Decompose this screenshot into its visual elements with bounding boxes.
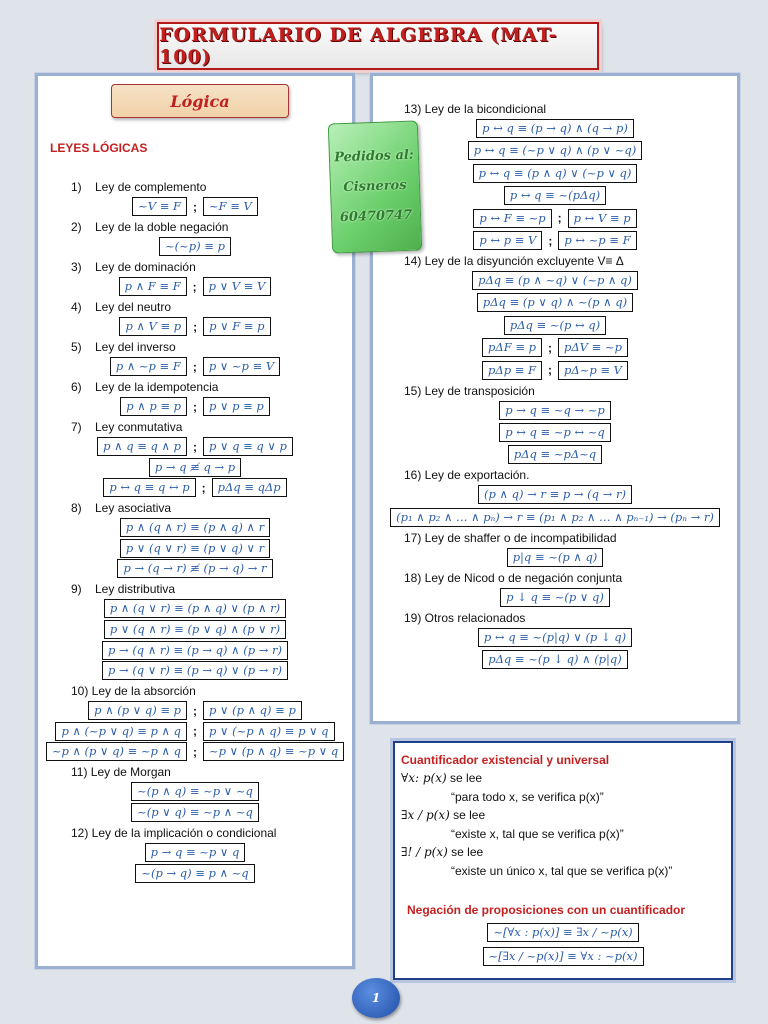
formula-row bbox=[38, 864, 352, 883]
formula-row bbox=[373, 164, 737, 183]
formula-box: p ↔ ~p ≡ F bbox=[558, 231, 636, 250]
formula-box: p ↔ q ≡ (p → q) ∧ (q → p) bbox=[476, 119, 634, 138]
law-label: 7) Ley conmutativa bbox=[71, 420, 183, 434]
quantifier-line bbox=[451, 827, 624, 841]
formula-box: p → (q ∨ r) ≡ (p → q) ∨ (p → r) bbox=[102, 661, 288, 680]
quantifier-panel bbox=[393, 741, 733, 980]
formula-box: pΔ~p ≡ V bbox=[558, 361, 628, 380]
separator: ; bbox=[193, 744, 197, 759]
separator: ; bbox=[193, 724, 197, 739]
formula-box: p ↔ q ≡ ~p ↔ ~q bbox=[499, 423, 611, 442]
quantifier-line bbox=[451, 864, 672, 878]
law-label: 13) Ley de la bicondicional bbox=[404, 102, 547, 116]
section-badge-label: Lógica bbox=[170, 91, 230, 111]
section-badge bbox=[111, 84, 289, 118]
stamp-line: Cisneros bbox=[343, 177, 407, 196]
formula-box: p ∨ (p ∧ q) ≡ p bbox=[203, 701, 302, 720]
negation-heading: Negación de proposiciones con un cuantificador bbox=[407, 903, 686, 917]
formula-row bbox=[373, 650, 737, 669]
quantifier-text: se lee bbox=[449, 808, 486, 823]
law-label: 4) Ley del neutro bbox=[71, 300, 172, 314]
formula-box: p ∧ q ≡ q ∧ p bbox=[97, 437, 187, 456]
formula-row bbox=[373, 485, 737, 504]
formula-box: ~p ∧ (p ∨ q) ≡ ~p ∧ q bbox=[46, 742, 187, 761]
formula-row bbox=[373, 588, 737, 607]
formula-row bbox=[38, 599, 352, 618]
formula-box: ~[∃x / ~p(x)] ≡ ∀x : ~p(x) bbox=[483, 947, 644, 966]
quantifier-text: se lee bbox=[447, 845, 484, 860]
formula-row bbox=[38, 437, 352, 456]
formula-box: p ∧ (~p ∨ q) ≡ p ∧ q bbox=[55, 722, 187, 741]
formula-box: p → q ≡ ~q → ~p bbox=[499, 401, 611, 420]
formula-row bbox=[38, 539, 352, 558]
formula-box: p ∧ (p ∨ q) ≡ p bbox=[88, 701, 187, 720]
left-panel bbox=[35, 73, 355, 969]
formula-row bbox=[38, 237, 352, 256]
formula-box: pΔq ≡ (p ∧ ~q) ∨ (~p ∧ q) bbox=[472, 271, 638, 290]
formula-row bbox=[38, 782, 352, 801]
formula-box: p ↔ V ≡ p bbox=[568, 209, 637, 228]
formula-box: pΔq ≡ (p ∨ q) ∧ ~(p ∧ q) bbox=[477, 293, 633, 312]
formula-row bbox=[38, 620, 352, 639]
formula-box: p ∨ V ≡ V bbox=[203, 277, 272, 296]
law-label: 8) Ley asociativa bbox=[71, 501, 172, 516]
quantifier-line bbox=[401, 808, 485, 822]
formula-row bbox=[38, 357, 352, 376]
formula-box: p ∧ F ≡ F bbox=[119, 277, 187, 296]
formula-box: pΔq ≡ qΔp bbox=[212, 478, 287, 497]
formula-box: p ∨ (~p ∧ q) ≡ p ∨ q bbox=[203, 722, 335, 741]
formula-row bbox=[38, 661, 352, 680]
formula-row bbox=[38, 317, 352, 336]
formula-row bbox=[395, 947, 731, 966]
formula-box: p ∨ (q ∨ r) ≡ (p ∨ q) ∨ r bbox=[120, 539, 270, 558]
formula-row bbox=[38, 722, 352, 741]
law-label: 15) Ley de transposición bbox=[404, 383, 535, 398]
law-label: 9) Ley distributiva bbox=[71, 582, 176, 597]
law-label: 10) Ley de la absorción bbox=[71, 684, 196, 699]
formula-box: p → (q → r) ≢ (p → q) → r bbox=[117, 559, 272, 578]
separator: ; bbox=[192, 359, 197, 374]
formula-row bbox=[38, 397, 352, 416]
formula-box: pΔV ≡ ~p bbox=[558, 338, 628, 357]
formula-box: ~(p → q) ≡ p ∧ ~q bbox=[135, 864, 254, 883]
formula-box: ~(p ∨ q) ≡ ~p ∧ ~q bbox=[131, 803, 259, 822]
separator: ; bbox=[548, 340, 553, 355]
formula-row bbox=[373, 316, 737, 335]
formula-box: (p₁ ∧ p₂ ∧ … ∧ pₙ) → r ≡ (p₁ ∧ p₂ ∧ … ∧ pₙ₋₁) → (pₙ → r) bbox=[390, 508, 720, 527]
quantifier-line bbox=[401, 845, 483, 859]
quantifier-text: se lee bbox=[446, 771, 483, 785]
quantifier-symbol: ∃! / p(x) bbox=[401, 845, 448, 860]
formula-row bbox=[373, 628, 737, 647]
formula-box: ~F ≡ V bbox=[203, 197, 258, 216]
quantifier-symbol: ∃x / p(x) bbox=[401, 808, 450, 823]
law-label: 17) Ley de shaffer o de incompatibilidad bbox=[404, 530, 617, 545]
formula-box: p ↔ q ≡ ~(pΔq) bbox=[504, 186, 606, 205]
formula-box: ~(~p) ≡ p bbox=[159, 237, 231, 256]
formula-row bbox=[38, 843, 352, 862]
quantifier-symbol: ∀x: p(x) bbox=[401, 771, 447, 785]
formula-row bbox=[395, 923, 731, 942]
formula-row bbox=[38, 641, 352, 660]
formula-row bbox=[373, 445, 737, 464]
formula-row bbox=[373, 423, 737, 442]
law-label: 18) Ley de Nicod o de negación conjunta bbox=[404, 570, 623, 585]
formula-box: p ↔ q ≡ ~(p|q) ∨ (p ↓ q) bbox=[478, 628, 632, 647]
separator: ; bbox=[548, 363, 553, 378]
quantifier-heading: Cuantificador existencial y universal bbox=[401, 753, 610, 767]
formula-row bbox=[38, 277, 352, 296]
formula-row bbox=[38, 803, 352, 822]
formula-box: p → q ≢ q → p bbox=[149, 458, 241, 477]
separator: ; bbox=[193, 439, 197, 454]
formula-row bbox=[38, 478, 352, 497]
formula-box: pΔq ≡ ~pΔ~q bbox=[508, 445, 602, 464]
formula-box: pΔq ≡ ~(p ↔ q) bbox=[504, 316, 606, 335]
formula-box: p → (q ∧ r) ≡ (p → q) ∧ (p → r) bbox=[102, 641, 288, 660]
formula-box: p ↔ q ≡ (~p ∨ q) ∧ (p ∨ ~q) bbox=[468, 141, 642, 160]
formula-row bbox=[373, 119, 737, 138]
formula-box: pΔp ≡ F bbox=[482, 361, 542, 380]
formula-box: p ↓ q ≡ ~(p ∨ q) bbox=[500, 588, 610, 607]
page-title: FORMULARIO DE ALGEBRA (MAT-100) bbox=[159, 24, 558, 68]
law-label: 14) Ley de la disyunción excluyente V≡ Δ bbox=[404, 254, 624, 268]
formula-row bbox=[373, 141, 737, 160]
quantifier-text: “existe un único x, tal que se verifica p(x)” bbox=[451, 864, 673, 878]
formula-box: ~p ∨ (p ∧ q) ≡ ~p ∨ q bbox=[203, 742, 344, 761]
formula-box: ~V ≡ F bbox=[132, 197, 187, 216]
formula-box: p ∨ F ≡ p bbox=[203, 317, 270, 336]
formula-box: p ∨ p ≡ p bbox=[203, 397, 270, 416]
formula-row bbox=[373, 401, 737, 420]
formula-row bbox=[38, 701, 352, 720]
separator: ; bbox=[201, 480, 206, 495]
formula-row bbox=[38, 197, 352, 216]
law-label: 5) Ley del inverso bbox=[71, 340, 176, 354]
formula-box: p → q ≡ ~p ∨ q bbox=[145, 843, 246, 862]
formula-row bbox=[373, 271, 737, 290]
law-label: 6) Ley de la idempotencia bbox=[71, 380, 219, 394]
page-number-badge bbox=[352, 978, 400, 1018]
formula-box: p ↔ p ≡ V bbox=[473, 231, 542, 250]
formula-row bbox=[373, 338, 737, 357]
formula-box: p ∨ q ≡ q ∨ p bbox=[203, 437, 293, 456]
formula-row bbox=[373, 293, 737, 312]
formula-row bbox=[38, 559, 352, 578]
separator: ; bbox=[548, 233, 553, 248]
formula-box: p ∧ (q ∨ r) ≡ (p ∧ q) ∨ (p ∧ r) bbox=[104, 599, 286, 618]
formula-row bbox=[373, 548, 737, 567]
quantifier-text: “existe x, tal que se verifica p(x)” bbox=[451, 826, 624, 841]
formula-box: p ∧ ~p ≡ F bbox=[110, 357, 187, 376]
formula-box: (p ∧ q) → r ≡ p → (q → r) bbox=[478, 485, 632, 504]
formula-box: p ↔ F ≡ ~p bbox=[473, 209, 551, 228]
page-number: 1 bbox=[371, 991, 381, 1005]
formula-row bbox=[373, 361, 737, 380]
formula-box: p ∧ V ≡ p bbox=[119, 317, 187, 336]
separator: ; bbox=[193, 703, 197, 718]
separator: ; bbox=[193, 319, 198, 334]
law-label: 19) Otros relacionados bbox=[404, 610, 526, 625]
formula-row bbox=[373, 186, 737, 205]
law-label: 1) Ley de complemento bbox=[71, 180, 207, 194]
formula-row bbox=[38, 458, 352, 477]
law-label: 11) Ley de Morgan bbox=[71, 765, 171, 780]
formula-row bbox=[38, 518, 352, 537]
formula-box: p ↔ q ≡ (p ∧ q) ∨ (~p ∨ q) bbox=[473, 164, 638, 183]
separator: ; bbox=[557, 211, 562, 226]
formula-row bbox=[373, 508, 737, 527]
formula-row bbox=[373, 209, 737, 228]
formula-box: p ∨ (q ∧ r) ≡ (p ∨ q) ∧ (p ∨ r) bbox=[104, 620, 286, 639]
formula-box: pΔF ≡ p bbox=[482, 338, 542, 357]
quantifier-line bbox=[451, 790, 604, 804]
formula-box: p ∧ (q ∧ r) ≡ (p ∧ q) ∧ r bbox=[120, 518, 270, 537]
right-panel bbox=[370, 73, 740, 724]
formula-box: pΔq ≡ ~(p ↓ q) ∧ (p|q) bbox=[482, 650, 628, 669]
law-label: 12) Ley de la implicación o condicional bbox=[71, 826, 277, 840]
formula-box: p ∧ p ≡ p bbox=[120, 397, 187, 416]
stamp-line: 60470747 bbox=[339, 207, 413, 226]
laws-heading: LEYES LÓGICAS bbox=[50, 141, 148, 155]
stamp-line: Pedidos al: bbox=[333, 147, 414, 166]
formula-box: p ↔ q ≡ q ↔ p bbox=[103, 478, 195, 497]
law-label: 2) Ley de la doble negación bbox=[71, 220, 229, 234]
formula-row bbox=[373, 231, 737, 250]
quantifier-line bbox=[401, 771, 482, 785]
formula-row bbox=[38, 742, 352, 761]
formula-box: p|q ≡ ~(p ∧ q) bbox=[507, 548, 604, 567]
formula-box: ~(p ∧ q) ≡ ~p ∨ ~q bbox=[131, 782, 259, 801]
quantifier-text: “para todo x, se verifica p(x)” bbox=[451, 789, 604, 804]
separator: ; bbox=[193, 399, 197, 414]
formula-box: p ∨ ~p ≡ V bbox=[203, 357, 280, 376]
law-label: 3) Ley de dominación bbox=[71, 260, 196, 274]
order-stamp bbox=[328, 120, 422, 253]
separator: ; bbox=[192, 279, 197, 294]
law-label: 16) Ley de exportación. bbox=[404, 468, 530, 483]
separator: ; bbox=[193, 199, 197, 214]
formula-box: ~[∀x : p(x)] ≡ ∃x / ~p(x) bbox=[487, 923, 638, 942]
page-title-banner bbox=[157, 22, 599, 70]
